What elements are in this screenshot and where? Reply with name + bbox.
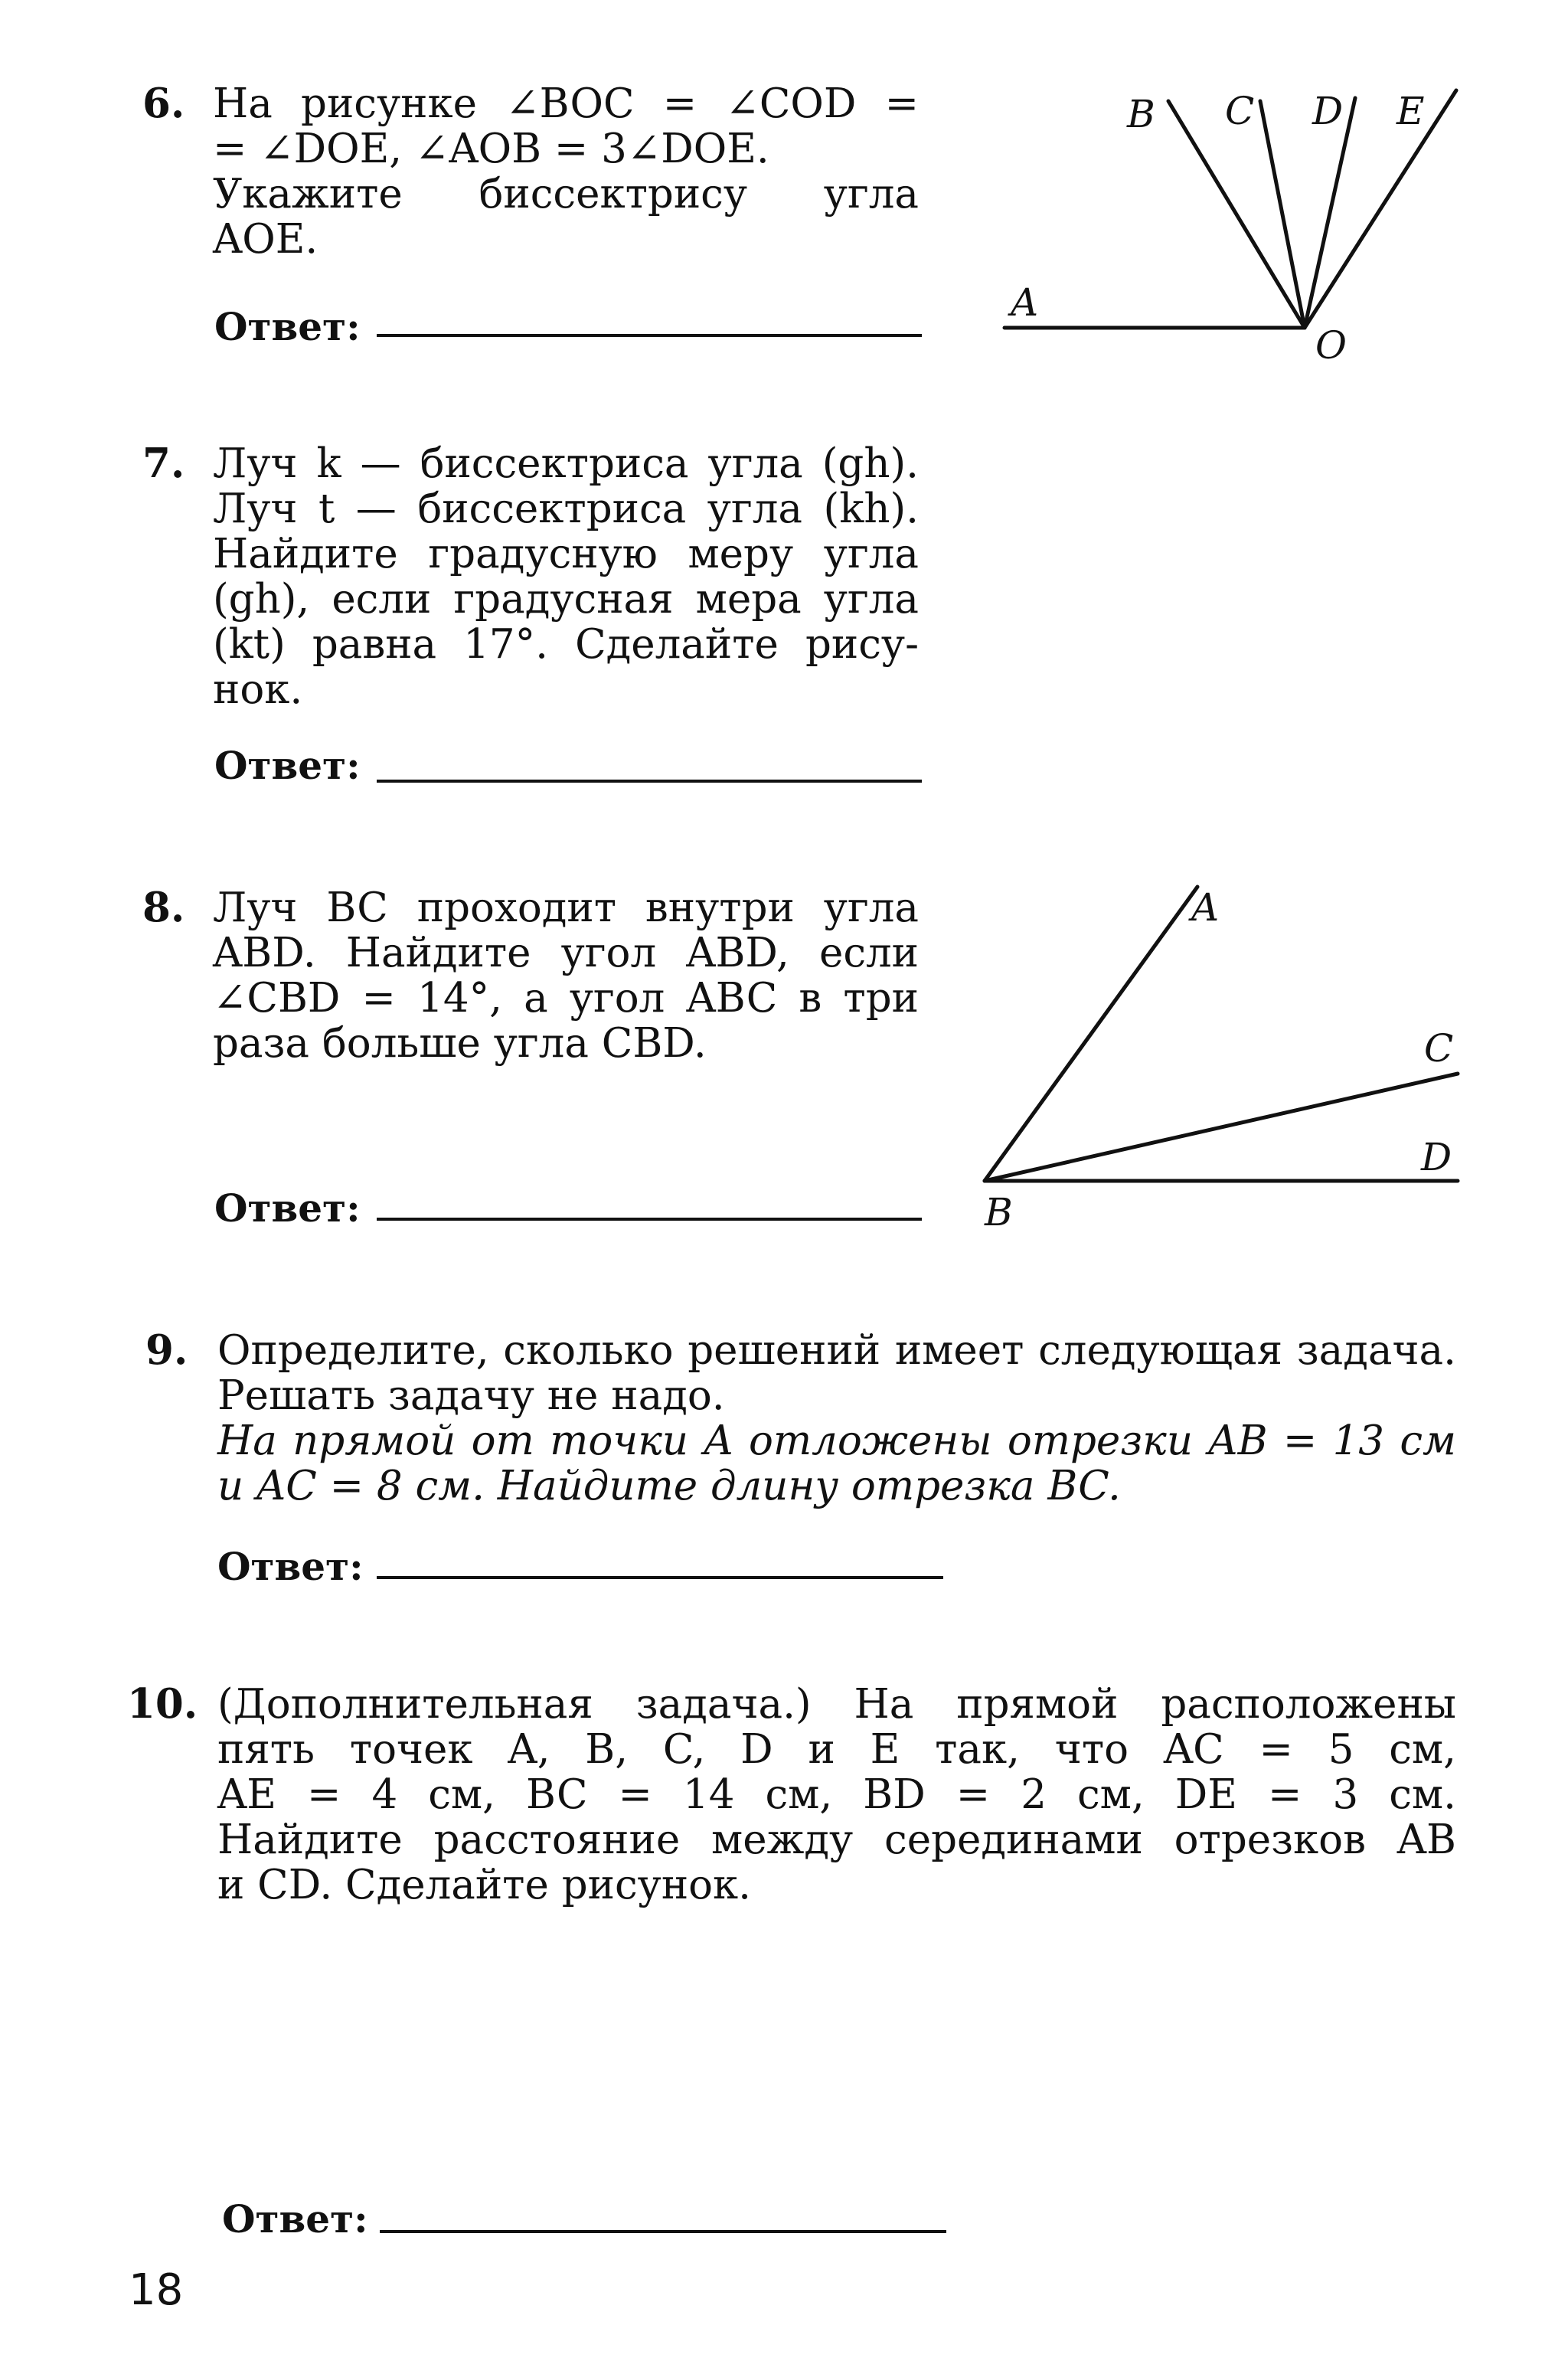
answer-label: Ответ: [222, 2196, 368, 2242]
point-label-a: A [1011, 280, 1039, 325]
problem-number: 9. [145, 1326, 188, 1374]
point-label-d: D [1312, 89, 1344, 133]
problem-text-line: Решать задачу не надо. [217, 1372, 725, 1419]
answer-label: Ответ: [217, 1544, 364, 1589]
point-label-c: C [1424, 1026, 1454, 1071]
answer-line[interactable] [380, 2230, 946, 2233]
point-label-b: B [1127, 92, 1155, 136]
ray-bc [985, 1074, 1458, 1181]
point-label-o: O [1315, 323, 1347, 368]
problem-text-line: = ∠DOE, ∠AOB = 3∠DOE. [213, 126, 769, 172]
answer-label: Ответ: [214, 1185, 361, 1231]
problem-text-line: Найдите расстояние между серединами отрезков AB [217, 1816, 1456, 1863]
problem-number: 10. [127, 1680, 198, 1728]
point-label-b: B [985, 1190, 1013, 1234]
point-label-e: E [1396, 89, 1425, 133]
problem-text-line: (gh), если градусная мера угла [213, 576, 919, 623]
problem-text-line: раза больше угла CBD. [213, 1020, 707, 1067]
problem-task-line: На прямой от точки A отложены отрезки AB = 13 см [217, 1418, 1456, 1464]
problem-text-line: ∠CBD = 14°, а угол ABC в три [213, 975, 919, 1022]
point-label-c: C [1225, 89, 1255, 133]
answer-label: Ответ: [214, 743, 361, 788]
answer-line[interactable] [377, 1576, 943, 1579]
problem-text-line: Луч t — биссектриса угла (kh). [213, 486, 919, 532]
problem-text-line: AE = 4 см, BC = 14 см, BD = 2 см, DE = 3 см. [217, 1771, 1456, 1818]
ray-ba [985, 887, 1197, 1181]
problem-text-line: пять точек A, B, C, D и E так, что AC = 5 см, [217, 1726, 1456, 1773]
problem-number: 6. [142, 80, 185, 127]
problem-text-line: AOE. [213, 216, 318, 263]
problem-task-line: и AC = 8 см. Найдите длину отрезка BC. [217, 1463, 1121, 1509]
point-label-a: A [1191, 885, 1220, 930]
problem-number: 8. [142, 884, 185, 931]
problem-text-line: Луч BC проходит внутри угла [213, 885, 919, 931]
answer-label: Ответ: [214, 304, 361, 349]
problem-text-line: ABD. Найдите угол ABD, если [213, 930, 919, 976]
problem-text-line: Определите, сколько решений имеет следующая задача. [217, 1327, 1456, 1374]
problem-text-line: Луч k — биссектриса угла (gh). [213, 440, 919, 487]
point-label-d: D [1421, 1135, 1452, 1179]
problem-number: 7. [142, 440, 185, 487]
problem-text-line: (kt) равна 17°. Сделайте рису- [213, 621, 919, 668]
problem-text-line: Найдите градусную меру угла [213, 531, 919, 577]
problem-text-line: (Дополнительная задача.) На прямой расположены [217, 1681, 1456, 1728]
problem-text-line: нок. [213, 666, 303, 713]
problem-text-line: На рисунке ∠BOC = ∠COD = [213, 80, 919, 127]
page-number: 18 [129, 2265, 184, 2315]
problem-text-line: и CD. Сделайте рисунок. [217, 1862, 752, 1908]
problem-text-line: Укажите биссектрису угла [213, 171, 919, 217]
